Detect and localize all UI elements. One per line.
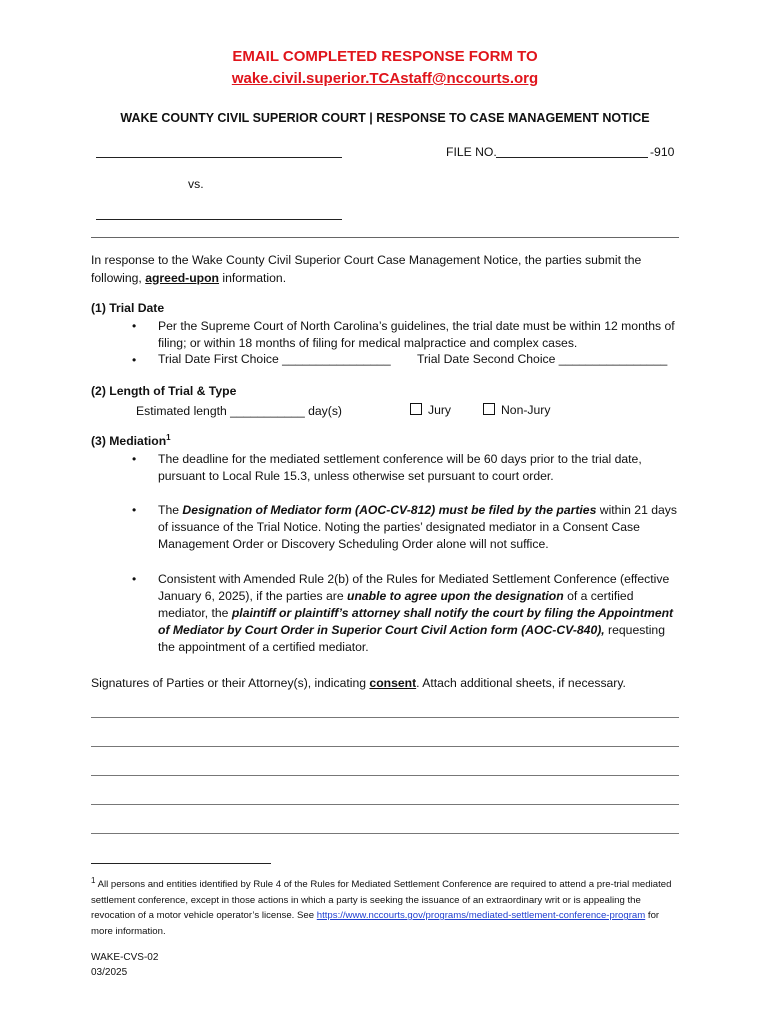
non-jury-option[interactable] <box>483 403 550 417</box>
form-date: 03/2025 <box>91 967 128 978</box>
signatures-text: Signatures of Parties or their Attorney(s), indicating <box>91 676 370 690</box>
plaintiff-name-line[interactable] <box>96 157 342 158</box>
footnote-number: 1 <box>91 876 96 885</box>
designation-text-start: The <box>158 503 183 517</box>
mediation-program-link[interactable]: https://www.nccourts.gov/programs/mediated-settlement-conference-program <box>316 910 646 922</box>
designation-text-end: within 21 days of issuance of the Trial Notice. Noting the parties’ designated mediator in a Consent Case Management Order or Discovery Scheduling Order alone will not suffice. <box>158 503 677 551</box>
signature-line[interactable] <box>91 746 679 747</box>
email-instruction <box>0 48 770 65</box>
intro-text-end: information. <box>219 270 287 285</box>
signatures-text-end: . Attach additional sheets, if necessary. <box>416 676 626 690</box>
mediation-heading-text: (3) Mediation <box>91 434 167 449</box>
amended-rule-text-start: Consistent with Amended Rule 2(b) of the Rules for Mediated Settlement Conference (effective January 6, 2025), if the parties are <box>158 572 670 603</box>
footnote-ref: 1 <box>166 433 171 442</box>
amended-rule-text-mid: of a certified mediator, the <box>158 589 634 620</box>
amended-rule-emphasis-2: plaintiff or plaintiff’s attorney shall notify the court by filing the Appointment of Mediator by Court Order in Superior Court Civil Action form (AOC-CV-840), <box>158 606 674 637</box>
file-number-suffix: -910 <box>650 145 675 159</box>
section-length-heading: (2) Length of Trial & Type <box>91 384 237 398</box>
email-instruction-text: EMAIL COMPLETED RESPONSE FORM TO <box>232 48 538 65</box>
intro-paragraph <box>91 252 681 287</box>
versus-label: vs. <box>188 177 204 191</box>
non-jury-label: Non-Jury <box>501 403 551 417</box>
section-trial-date-heading: (1) Trial Date <box>91 301 165 315</box>
file-number-label: FILE NO. <box>446 145 497 159</box>
amended-rule-text-end: requesting the appointment of a certified mediator. <box>158 623 665 654</box>
signature-line[interactable] <box>91 775 679 776</box>
bullet-icon: • <box>132 319 137 333</box>
amended-rule-emphasis-1: unable to agree upon the designation <box>347 589 564 603</box>
signature-line[interactable] <box>91 717 679 718</box>
trial-date-guideline: Per the Supreme Court of North Carolina’s guidelines, the trial date must be within 12 months of filing; or within 18 months of filing for medical malpractice and complex cases. <box>158 319 675 350</box>
trial-date-first-choice[interactable]: Trial Date First Choice ________________ <box>158 352 391 366</box>
bullet-icon: • <box>132 353 137 367</box>
trial-date-second-choice[interactable]: Trial Date Second Choice ________________ <box>417 352 668 366</box>
signatures-instruction <box>91 676 691 690</box>
designation-mediator-text <box>158 502 683 553</box>
intro-text: In response to the Wake County Civil Superior Court Case Management Notice, the parties submit the following, <box>91 253 642 285</box>
estimated-length-field[interactable]: Estimated length ___________ day(s) <box>136 404 342 418</box>
section-mediation-heading <box>91 433 171 448</box>
jury-checkbox-icon[interactable] <box>410 403 422 415</box>
bullet-icon: • <box>132 572 137 586</box>
intro-agreed-upon: agreed-upon <box>145 270 220 285</box>
footnote-text: All persons and entities identified by Rule 4 of the Rules for Mediated Settlement Conference are required to attend a pre-trial mediated settlement conference, except in those actions in which a party is seeking the issuance of an extraordinary writ or is appealing the revocation of a motor vehicle operator’s license. See <box>91 879 672 922</box>
defendant-name-line[interactable] <box>96 219 342 220</box>
form-code: WAKE-CVS-02 <box>91 952 159 963</box>
footnote-separator <box>91 863 271 864</box>
designation-emphasis: Designation of Mediator form (AOC-CV-812) must be filed by the parties <box>182 503 597 517</box>
form-identifier <box>91 950 158 980</box>
jury-option[interactable] <box>410 403 451 417</box>
jury-label: Jury <box>428 403 452 417</box>
signatures-consent: consent <box>369 676 417 690</box>
bullet-icon: • <box>132 452 137 466</box>
bullet-icon: • <box>132 503 137 517</box>
amended-rule-text <box>158 571 683 656</box>
email-address-row <box>0 70 770 87</box>
signature-line[interactable] <box>91 804 679 805</box>
mediation-deadline-text: The deadline for the mediated settlement conference will be 60 days prior to the trial date, pursuant to Local Rule 15.3, unless otherwise set pursuant to court order. <box>158 452 642 483</box>
caption-divider <box>91 237 679 238</box>
non-jury-checkbox-icon[interactable] <box>483 403 495 415</box>
file-number-field <box>446 145 675 159</box>
signature-line[interactable] <box>91 833 679 834</box>
file-number-input-line[interactable] <box>496 157 648 158</box>
court-title: WAKE COUNTY CIVIL SUPERIOR COURT | RESPONSE TO CASE MANAGEMENT NOTICE <box>120 111 650 125</box>
email-address-link[interactable]: wake.civil.superior.TCAstaff@nccourts.org <box>231 70 539 87</box>
footnote-text-end: for more information. <box>91 910 660 937</box>
footnote <box>91 873 683 939</box>
